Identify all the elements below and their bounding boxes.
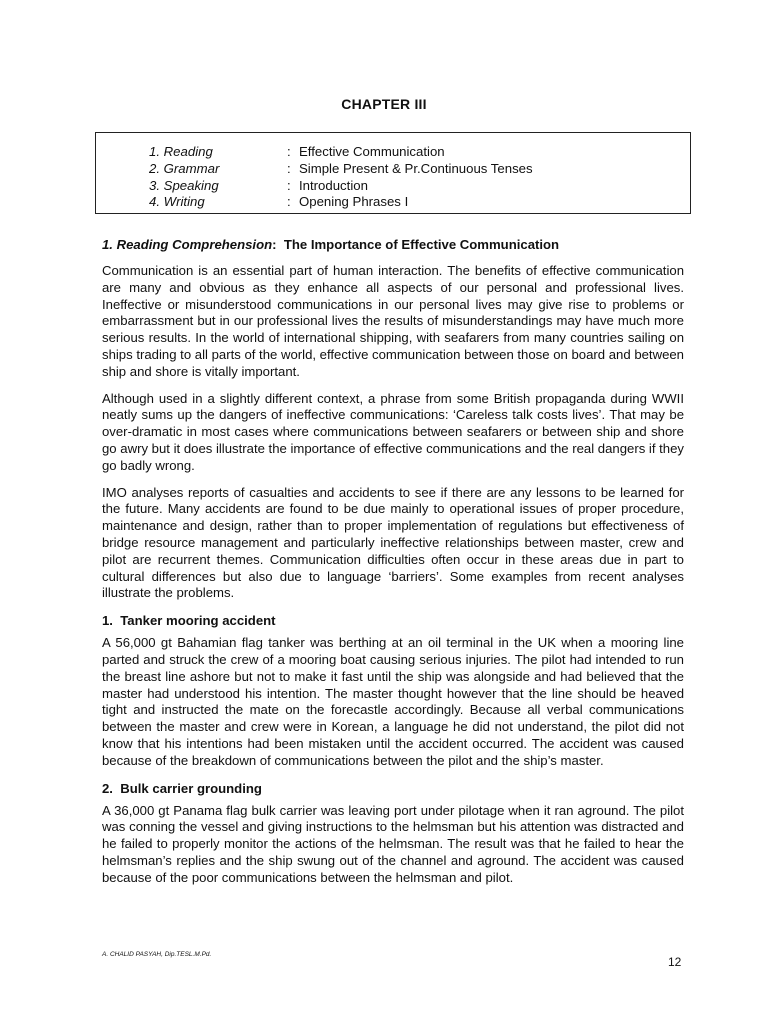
case-text-tanker: A 56,000 gt Bahamian flag tanker was berthing at an oil terminal in the UK when a mooring line parted and struck the crew of a mooring boat causing serious injuries. The pilot had intended to run the breast line ashore but not to make it fast until the ship was alongside and had believed that the master had understood his intention. The master thought however that the line should be heaved tight and instructed the mate on the forecastle accordingly. Because all verbal communications between the master and crew were in Korean, a language he did not understand, the pilot did not know that his intentions had been mistaken until the accident occurred. The accident was caused because of the breakdown of communications between the pilot and the ship’s master. xyxy=(102,635,684,768)
topic-separator: : xyxy=(287,161,291,176)
topic-separator: : xyxy=(287,194,291,209)
topic-value: Introduction xyxy=(299,178,368,193)
topic-name: 2. Grammar xyxy=(149,161,220,176)
case-heading-tanker: 1. Tanker mooring accident xyxy=(102,613,276,629)
topic-name: 4. Writing xyxy=(149,194,205,209)
topic-name: 1. Reading xyxy=(149,144,213,159)
topic-value: Simple Present & Pr.Continuous Tenses xyxy=(299,161,533,176)
page-number: 12 xyxy=(668,955,682,969)
topics-box xyxy=(95,132,691,214)
section-heading-prefix: 1. Reading Comprehension xyxy=(102,237,273,252)
case-text-bulk-carrier: A 36,000 gt Panama flag bulk carrier was leaving port under pilotage when it ran aground. The pilot was conning the vessel and giving instructions to the helmsman but his attention was distracted and he failed to properly monitor the actions of the helmsman. The result was that he failed to hear the helmsman’s replies and the ship swung out of the channel and aground. The accident was caused because of the poor communications between the helmsman and pilot. xyxy=(102,802,684,885)
topic-value: Effective Communication xyxy=(299,144,445,159)
paragraph: Communication is an essential part of human interaction. The benefits of effective communication are many and obvious as they enhance all aspects of our personal and professional lives. Ineffective or misunderstood communications in our personal lives may give rise to problems or embarrassment but in our professional lives the results of misunderstandings may have much more serious results. In the world of international shipping, with seafarers from many countries sailing on ships trading to all parts of the world, effective communication between those on board and between ship and shore is vitally important. xyxy=(102,263,684,379)
section-heading-title: The Importance of Effective Communication xyxy=(276,237,560,252)
section-heading-colon: : xyxy=(272,237,277,252)
footer-author: A. CHALID PASYAH, Dip.TESL.M.Pd. xyxy=(102,951,212,958)
main-content xyxy=(102,236,684,897)
topic-separator: : xyxy=(287,144,291,159)
chapter-title: CHAPTER III xyxy=(341,96,427,112)
paragraph: IMO analyses reports of casualties and accidents to see if there are any lessons to be learned for the future. Many accidents are found to be due mainly to operational issues of proper procedure, maintenance and design, rather than to proper implementation of regulations but effectiveness of bridge resource management and particularly ineffective relationships between master, crew and pilot are recurrent themes. Communication difficulties often occur in these areas due in part to cultural differences but also due to language ‘barriers’. Some examples from recent analyses illustrate the problems. xyxy=(102,484,684,601)
section-heading xyxy=(102,236,684,253)
topic-name: 3. Speaking xyxy=(149,178,219,193)
topic-separator: : xyxy=(287,178,291,193)
paragraph: Although used in a slightly different context, a phrase from some British propaganda during WWII neatly sums up the dangers of ineffective communications: ‘Careless talk costs lives’. That may be over-dramatic in most cases where communications between seafarers or between ship and shore go awry but it does illustrate the importance of effective communications and the real dangers if they go badly wrong. xyxy=(102,390,684,473)
case-heading-bulk-carrier: 2. Bulk carrier grounding xyxy=(102,780,262,796)
topic-value: Opening Phrases I xyxy=(299,194,409,209)
